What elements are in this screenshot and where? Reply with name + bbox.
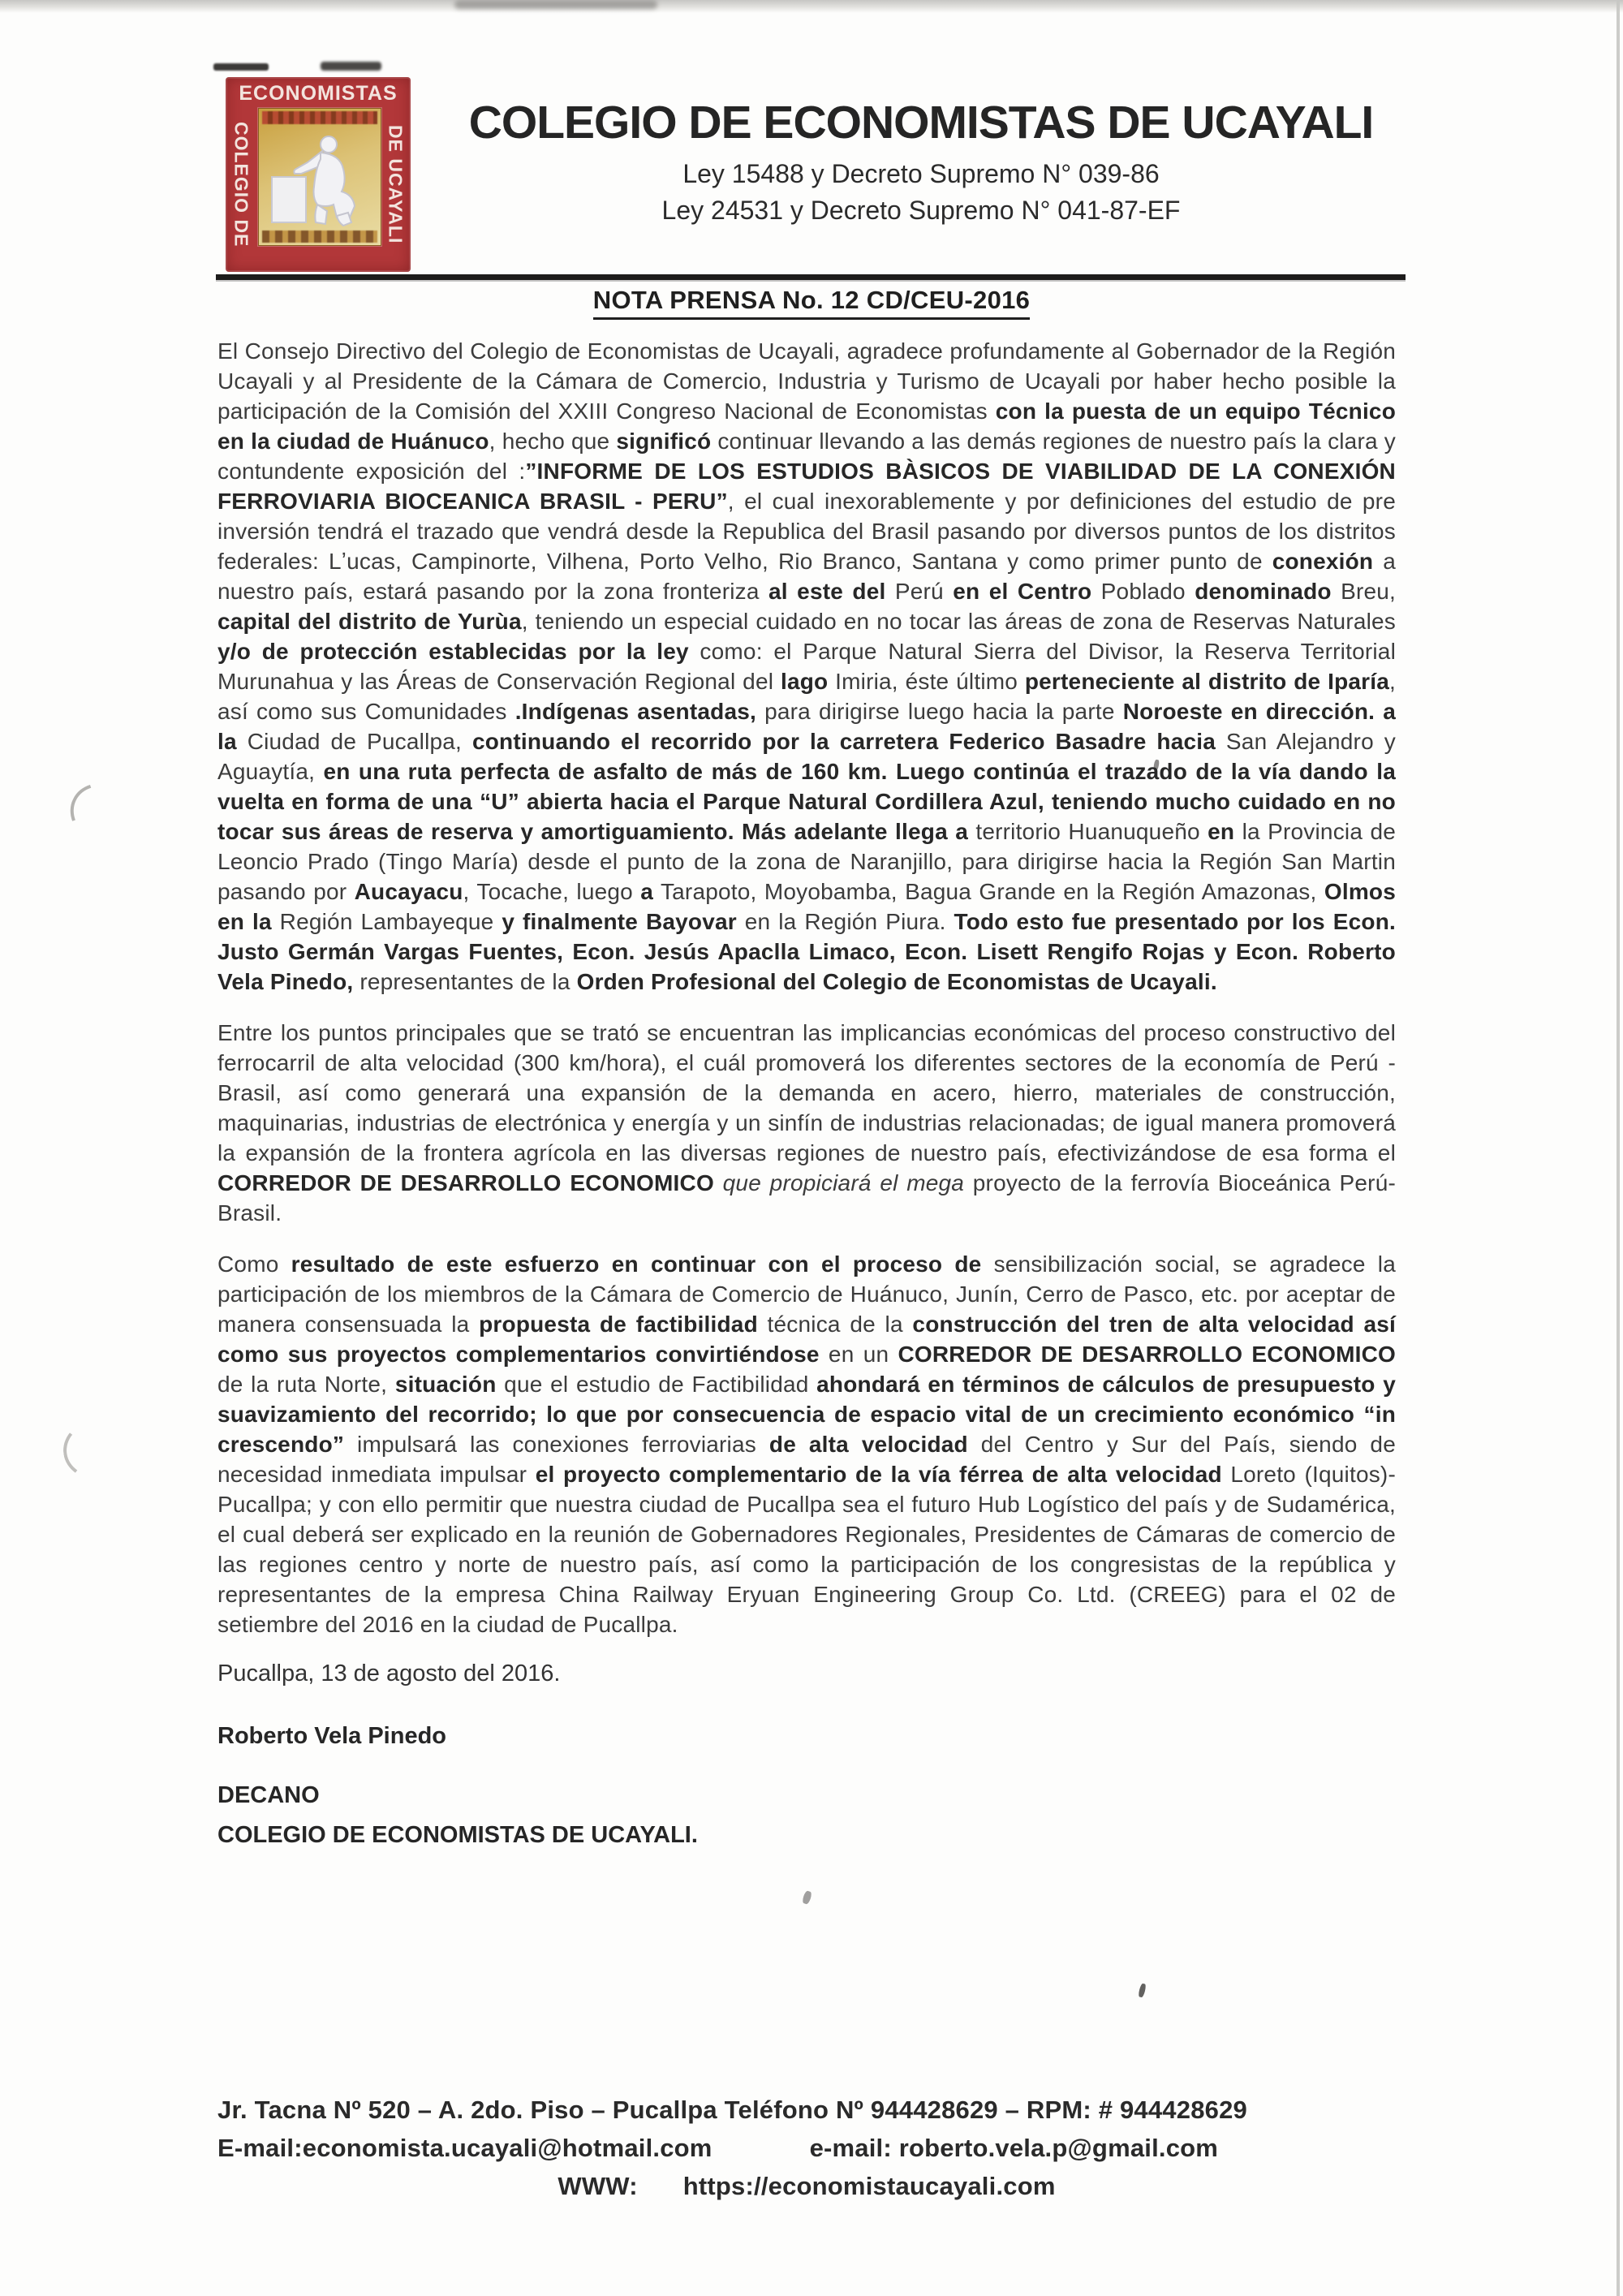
seated-statue-icon <box>265 127 374 230</box>
text-run: Imiria, éste último <box>828 669 1025 694</box>
text-run: lago <box>780 669 829 694</box>
institution-logo <box>226 77 411 272</box>
text-run: Ciudad de Pucallpa, <box>236 729 472 754</box>
paragraph <box>217 1018 1396 1228</box>
text-run: en <box>1208 819 1235 844</box>
signatory-name: Roberto Vela Pinedo <box>217 1723 446 1749</box>
text-run: Tarapoto, Moyobamba, Bagua Grande en la Región Amazonas, <box>653 879 1324 904</box>
logo-left-label: COLEGIO DE <box>230 121 252 248</box>
text-run: Aucayacu <box>354 879 463 904</box>
text-run: para dirigirse luego hacia la parte <box>756 699 1123 724</box>
text-run: , así como sus Comunidades <box>217 669 1396 724</box>
footer-website-line <box>217 2167 1396 2205</box>
scan-artifact-speck <box>802 1890 813 1905</box>
text-run: .Indígenas asentadas, <box>514 699 756 724</box>
text-run: al este del <box>768 579 895 604</box>
paragraphs-container <box>217 336 1396 1639</box>
text-run: Entre los puntos principales que se trató se encuentran las implicancias económicas del proceso constructivo del ferrocarril de alta velocidad (300 km/hora), el cuál promoverá los diferentes sectores de la economía de Perú - Brasil, así como generará una expansión de la demanda en acero, hierro, materiales de construcción, maquinarias, industrias de electrónica y energía y un sinfín de industrias relacionadas; de igual manera promoverá la expansión de la frontera agrícola en las diversas regiones de nuestro país, efectivizándose de esa forma el <box>217 1020 1396 1165</box>
text-run: , Tocache, luego <box>463 879 641 904</box>
text-run: y/o de protección establecidas por la ley <box>217 639 689 664</box>
text-run: del Centro y Sur del País, siendo de necesidad inmediata impulsar <box>217 1432 1396 1487</box>
scan-artifact-speck <box>1138 1983 1147 1997</box>
scan-artifact-right-edge <box>1617 0 1620 2296</box>
text-run: capital del distrito de Yurùa <box>217 609 522 634</box>
text-run: sensibilización social, se agradece la participación de los miembros de la Cámara de Comercio de Huánuco, Junín, Cerro de Pasco, etc. por aceptar de manera consensuada la <box>217 1251 1396 1337</box>
text-run: con la puesta de un equipo Técnico en la ciudad de Huánuco <box>217 398 1396 454</box>
text-run: San Alejandro y Aguaytía, <box>217 729 1396 784</box>
text-run: como: el Parque Natural Sierra del Divisor, la Reserva Territorial Murunahua y las Áreas de Conservación Regional del <box>217 639 1396 694</box>
footer-email-line <box>217 2129 1396 2167</box>
text-run: Región Lambayeque <box>271 909 502 934</box>
text-run: resultado de este esfuerzo en continuar con el proceso de <box>291 1251 994 1277</box>
text-run: y finalmente Bayovar <box>502 909 737 934</box>
text-run: Todo esto fue presentado por los Econ. Justo Germán Vargas Fuentes, Econ. Jesús Apaclla Limaco, Econ. Lisett Rengifo Rojas y Econ. Roberto Vela Pinedo, <box>217 909 1396 994</box>
header-divider-rule <box>216 274 1406 280</box>
text-run: de alta velocidad <box>768 1432 968 1457</box>
footer-website-url: https://economistaucayali.com <box>682 2172 1056 2200</box>
footer-www-label: WWW: <box>558 2172 638 2200</box>
text-run: técnica de la <box>757 1312 913 1337</box>
text-run: , teniendo un especial cuidado en no tocar las áreas de zona de Reservas Naturales <box>521 609 1397 634</box>
footer-email-left: E-mail:economista.ucayali@hotmail.com <box>217 2134 712 2162</box>
text-run: continuar llevando a las demás regiones de nuestro país la clara y contundente exposición del : <box>217 429 1396 484</box>
text-run: territorio Huanuqueño <box>975 819 1208 844</box>
date-line: Pucallpa, 13 de agosto del 2016. <box>217 1661 561 1686</box>
paragraph <box>217 1249 1396 1639</box>
text-run: impulsará las conexiones ferroviarias <box>344 1432 769 1457</box>
signatory-organization: COLEGIO DE ECONOMISTAS DE UCAYALI. <box>217 1822 698 1848</box>
emblem-base-band <box>262 230 377 243</box>
text-run: representantes de la <box>353 969 577 994</box>
press-note-heading-wrap <box>0 286 1623 320</box>
text-run: ahondará en términos de cálculos de presupuesto y suavizamiento del recorrido; lo que por consecuencia de espacio vital de un crecimiento económico “in crescendo” <box>217 1372 1397 1457</box>
text-run: a <box>640 879 654 904</box>
document-body <box>217 336 1396 1855</box>
text-run: Como <box>217 1251 291 1277</box>
text-run: el proyecto complementario de la vía férrea de alta velocidad <box>535 1462 1222 1487</box>
text-run: en el Centro <box>953 579 1101 604</box>
scan-artifact-dash <box>321 62 381 71</box>
logo-right-label: DE UCAYALI <box>385 124 407 244</box>
text-run: ”INFORME DE LOS ESTUDIOS BÀSICOS DE VIABILIDAD DE LA CONEXIÓN FERROVIARIA BIOCEANICA BRASIL - PERU” <box>217 459 1396 514</box>
footer-address-line: Jr. Tacna Nº 520 – A. 2do. Piso – Pucallpa Teléfono Nº 944428629 – RPM: # 944428629 <box>217 2096 1247 2124</box>
text-run <box>714 1170 723 1195</box>
text-run: propuesta de factibilidad <box>479 1312 758 1337</box>
text-run: conexión <box>1272 549 1374 574</box>
text-run: Noroeste en dirección. a la <box>217 699 1397 754</box>
signatory-role: DECANO <box>217 1782 320 1808</box>
text-run: en una ruta perfecta de asfalto de más de 160 km. Luego continúa el trazado de la vía dando la vuelta en forma de una “U” abierta hacia el Parque Natural Cordillera Azul, teniendo mucho cuidado en no tocar sus áreas de reserva y amortiguamiento. Más adelante llega a <box>217 759 1396 844</box>
text-run: a nuestro país, estará pasando por la zona fronteriza <box>217 549 1396 604</box>
scan-artifact-top-band <box>0 0 1623 13</box>
text-run: denominado <box>1195 579 1341 604</box>
text-run: que propiciará el mega <box>722 1170 965 1195</box>
text-run: Orden Profesional del Colegio de Economistas de Ucayali. <box>576 969 1217 994</box>
scan-artifact-dash <box>213 63 269 71</box>
scan-artifact-arc <box>60 773 144 854</box>
text-run: CORREDOR DE DESARROLLO ECONOMICO <box>217 1170 714 1195</box>
text-run: , hecho que <box>489 429 617 454</box>
text-run: significó <box>616 429 712 454</box>
text-run: Loreto (Iquitos)-Pucallpa; y con ello permitir que nuestra ciudad de Pucallpa sea el futuro Hub Logístico del país y de Sudamérica, el cual deberá ser explicado en la reunión de Gobernadores Regionales, Presidentes de Cámaras de comercio de las regiones centro y norte de nuestro país, así como la participación de los congresistas de la república y representantes de la empresa China Railway Eryuan Engineering Group Co. Ltd. (CREEG) para el 02 de setiembre del 2016 en la ciudad de Pucallpa. <box>217 1462 1396 1637</box>
text-run: CORREDOR DE DESARROLLO ECONOMICO <box>898 1342 1396 1367</box>
text-run: El Consejo Directivo del Colegio de Economistas de Ucayali, agradece profundamente al Gobernador de la Región Ucayali y al Presidente de la Cámara de Comercio, Industria y Turismo de Ucayali por haber hecho posible la participación de la Comisión del XXIII Congreso Nacional de Economistas <box>217 338 1396 424</box>
text-run: construcción del tren de alta velocidad así como sus proyectos complementarios convirtiéndose <box>217 1312 1396 1367</box>
institution-title: COLEGIO DE ECONOMISTAS DE UCAYALI <box>468 97 1374 149</box>
letter-footer <box>217 2091 1396 2205</box>
text-run: , el cual inexorablemente y por definiciones del estudio de pre inversión tendrá el trazado que vendrá desde la Republica del Brasil pasando por diversos puntos de los distritos federales: Lʼucas, Campinorte, Vilhena, Porto Velho, Rio Branco, Santana y como primer punto de <box>217 489 1396 574</box>
text-run: en la Región Piura. <box>736 909 954 934</box>
logo-top-label: ECONOMISTAS <box>239 82 398 105</box>
footer-email-right: e-mail: roberto.vela.p@gmail.com <box>809 2134 1219 2162</box>
text-run: continuando el recorrido por la carretera Federico Basadre hacia <box>471 729 1216 754</box>
text-run: situación <box>394 1372 497 1397</box>
emblem-caption-band <box>262 111 377 124</box>
letterhead <box>422 96 1420 226</box>
press-note-heading: NOTA PRENSA No. 12 CD/CEU-2016 <box>593 286 1030 320</box>
text-run: de la ruta Norte, <box>217 1372 395 1397</box>
text-run: Olmos en la <box>217 879 1396 934</box>
text-run: proyecto de la ferrovía Bioceánica Perú-Brasil. <box>217 1170 1397 1226</box>
text-run: en un <box>819 1342 898 1367</box>
text-run: la Provincia de Leoncio Prado (Tingo María) desde el punto de la zona de Naranjillo, para dirigirse hacia la Región San Martin pasando por <box>217 819 1396 904</box>
paragraph <box>217 336 1396 997</box>
law-line-1: Ley 15488 y Decreto Supremo N° 039-86 <box>682 159 1160 188</box>
text-run: Perú <box>894 579 954 604</box>
text-run: Poblado <box>1100 579 1195 604</box>
signature-block <box>217 1776 1396 1855</box>
logo-emblem <box>258 108 381 246</box>
scan-artifact-smudge <box>454 0 657 9</box>
text-run: Breu, <box>1341 579 1397 604</box>
law-line-2: Ley 24531 y Decreto Supremo N° 041-87-EF <box>661 196 1181 225</box>
text-run: perteneciente al distrito de Iparía <box>1024 669 1390 694</box>
text-run: que el estudio de Factibilidad <box>496 1372 817 1397</box>
scan-artifact-arc <box>59 1416 131 1483</box>
